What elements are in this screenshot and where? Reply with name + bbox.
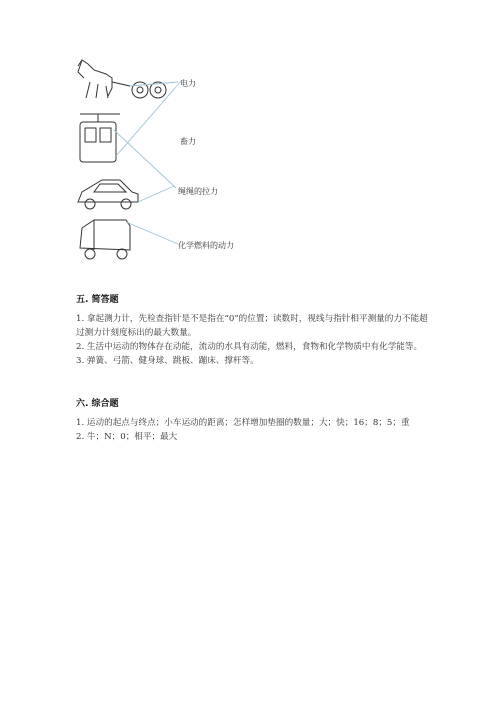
match-line xyxy=(126,222,178,244)
answer-item: 3. 弹簧、弓箭、健身球、跳板、蹦床、撑杆等。 xyxy=(76,356,259,366)
cable-car-icon xyxy=(80,114,120,162)
section6-answers xyxy=(76,416,428,444)
section5-answers xyxy=(76,312,428,368)
label-rope: 绳绳的拉力 xyxy=(178,187,218,196)
car-icon xyxy=(78,180,138,209)
section5-title: 五. 简答题 xyxy=(76,295,119,305)
answer-item: 1. 运动的起点与终点；小车运动的距离；怎样增加垫圈的数量；大；快；16；8；5；重 xyxy=(76,418,410,428)
auto-rickshaw-icon xyxy=(80,220,130,259)
matching-figure xyxy=(60,52,260,272)
match-line xyxy=(114,130,176,188)
label-electric: 电力 xyxy=(180,79,196,88)
match-line xyxy=(116,80,182,156)
label-fuel: 化学燃料的动力 xyxy=(178,241,234,250)
horse-carriage-icon xyxy=(78,60,166,98)
answer-item: 1. 拿起测力计，先检查指针是不是指在“0”的位置；读数时，视线与指针相平测量的力不能超过测力计刻度标出的最大数量。 xyxy=(76,314,428,338)
answer-item: 2. 生活中运动的物体存在动能，流动的水具有动能，燃料，食物和化学物质中有化学能等。 xyxy=(76,342,423,352)
answer-item: 2. 牛；N；0；相平；最大 xyxy=(76,432,178,442)
match-line xyxy=(138,186,174,202)
label-animal: 畜力 xyxy=(180,137,196,146)
section6-title: 六. 综合题 xyxy=(76,399,119,409)
matching-lines-svg xyxy=(60,52,260,272)
